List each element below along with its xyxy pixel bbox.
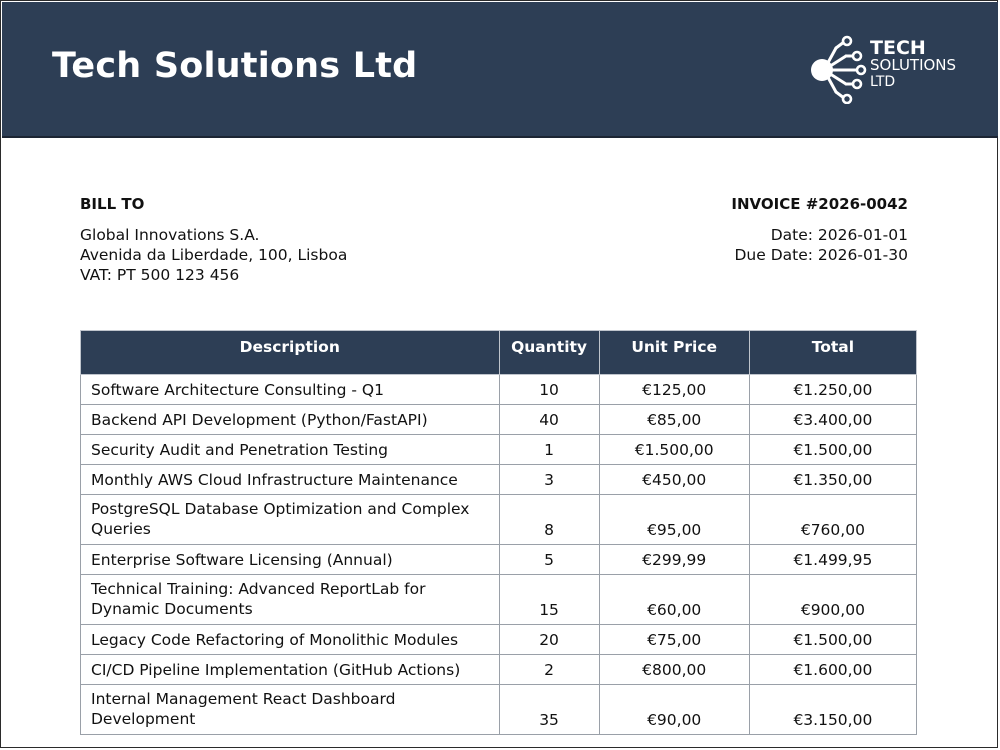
- header-unit-price: Unit Price: [599, 331, 749, 375]
- row-quantity: 40: [499, 405, 599, 435]
- client-address: Avenida da Liberdade, 100, Lisboa: [80, 246, 348, 264]
- invoice-date: Date: 2026-01-01: [770, 226, 908, 244]
- row-description: PostgreSQL Database Optimization and Complex Queries: [81, 495, 500, 545]
- table-row: [81, 625, 917, 655]
- row-unit-price: €1.500,00: [599, 435, 749, 465]
- row-quantity: 5: [499, 545, 599, 575]
- company-name: Tech Solutions Ltd: [52, 46, 418, 86]
- row-description: Software Architecture Consulting - Q1: [81, 375, 500, 405]
- client-name: Global Innovations S.A.: [80, 226, 260, 244]
- table-header-row: [81, 331, 917, 375]
- row-description: Monthly AWS Cloud Infrastructure Maintenance: [81, 465, 500, 495]
- row-description: Enterprise Software Licensing (Annual): [81, 545, 500, 575]
- row-unit-price: €60,00: [599, 575, 749, 625]
- row-unit-price: €299,99: [599, 545, 749, 575]
- row-unit-price: €85,00: [599, 405, 749, 435]
- row-unit-price: €450,00: [599, 465, 749, 495]
- row-unit-price: €800,00: [599, 655, 749, 685]
- header-total: Total: [749, 331, 916, 375]
- row-quantity: 35: [499, 685, 599, 735]
- table-row: [81, 375, 917, 405]
- invoice-dates: [735, 225, 909, 265]
- table-row: [81, 685, 917, 735]
- row-quantity: 1: [499, 435, 599, 465]
- row-quantity: 8: [499, 495, 599, 545]
- line-items-table: [80, 330, 917, 735]
- row-quantity: 2: [499, 655, 599, 685]
- row-unit-price: €75,00: [599, 625, 749, 655]
- row-total: €3.150,00: [749, 685, 916, 735]
- row-description: CI/CD Pipeline Implementation (GitHub Actions): [81, 655, 500, 685]
- row-total: €1.500,00: [749, 625, 916, 655]
- table-row: [81, 655, 917, 685]
- table-row: [81, 575, 917, 625]
- row-unit-price: €95,00: [599, 495, 749, 545]
- logo-line-3: LTD: [870, 74, 896, 90]
- bill-to-heading: BILL TO: [80, 195, 145, 213]
- row-total: €1.500,00: [749, 435, 916, 465]
- row-unit-price: €90,00: [599, 685, 749, 735]
- row-total: €1.600,00: [749, 655, 916, 685]
- logo-line-2: SOLUTIONS: [870, 56, 957, 74]
- circuit-node-icon: [806, 34, 868, 104]
- row-description: Backend API Development (Python/FastAPI): [81, 405, 500, 435]
- row-total: €1.499,95: [749, 545, 916, 575]
- row-total: €1.250,00: [749, 375, 916, 405]
- logo-text: [870, 37, 957, 91]
- row-description: Security Audit and Penetration Testing: [81, 435, 500, 465]
- row-total: €760,00: [749, 495, 916, 545]
- client-details: [80, 225, 347, 285]
- row-description: Internal Management React Dashboard Development: [81, 685, 500, 735]
- header-quantity: Quantity: [499, 331, 599, 375]
- row-quantity: 20: [499, 625, 599, 655]
- logo-line-1: TECH: [870, 37, 926, 59]
- row-total: €900,00: [749, 575, 916, 625]
- row-description: Legacy Code Refactoring of Monolithic Modules: [81, 625, 500, 655]
- invoice-number: INVOICE #2026-0042: [731, 195, 908, 213]
- table-row: [81, 405, 917, 435]
- row-unit-price: €125,00: [599, 375, 749, 405]
- row-description: Technical Training: Advanced ReportLab for Dynamic Documents: [81, 575, 500, 625]
- row-quantity: 15: [499, 575, 599, 625]
- row-quantity: 3: [499, 465, 599, 495]
- invoice-header: [2, 2, 998, 138]
- row-total: €3.400,00: [749, 405, 916, 435]
- table-row: [81, 435, 917, 465]
- company-logo: [806, 32, 976, 108]
- row-quantity: 10: [499, 375, 599, 405]
- table-row: [81, 495, 917, 545]
- table-row: [81, 545, 917, 575]
- row-total: €1.350,00: [749, 465, 916, 495]
- header-description: Description: [81, 331, 500, 375]
- table-row: [81, 465, 917, 495]
- invoice-due-date: Due Date: 2026-01-30: [734, 246, 908, 264]
- client-vat: VAT: PT 500 123 456: [80, 266, 240, 284]
